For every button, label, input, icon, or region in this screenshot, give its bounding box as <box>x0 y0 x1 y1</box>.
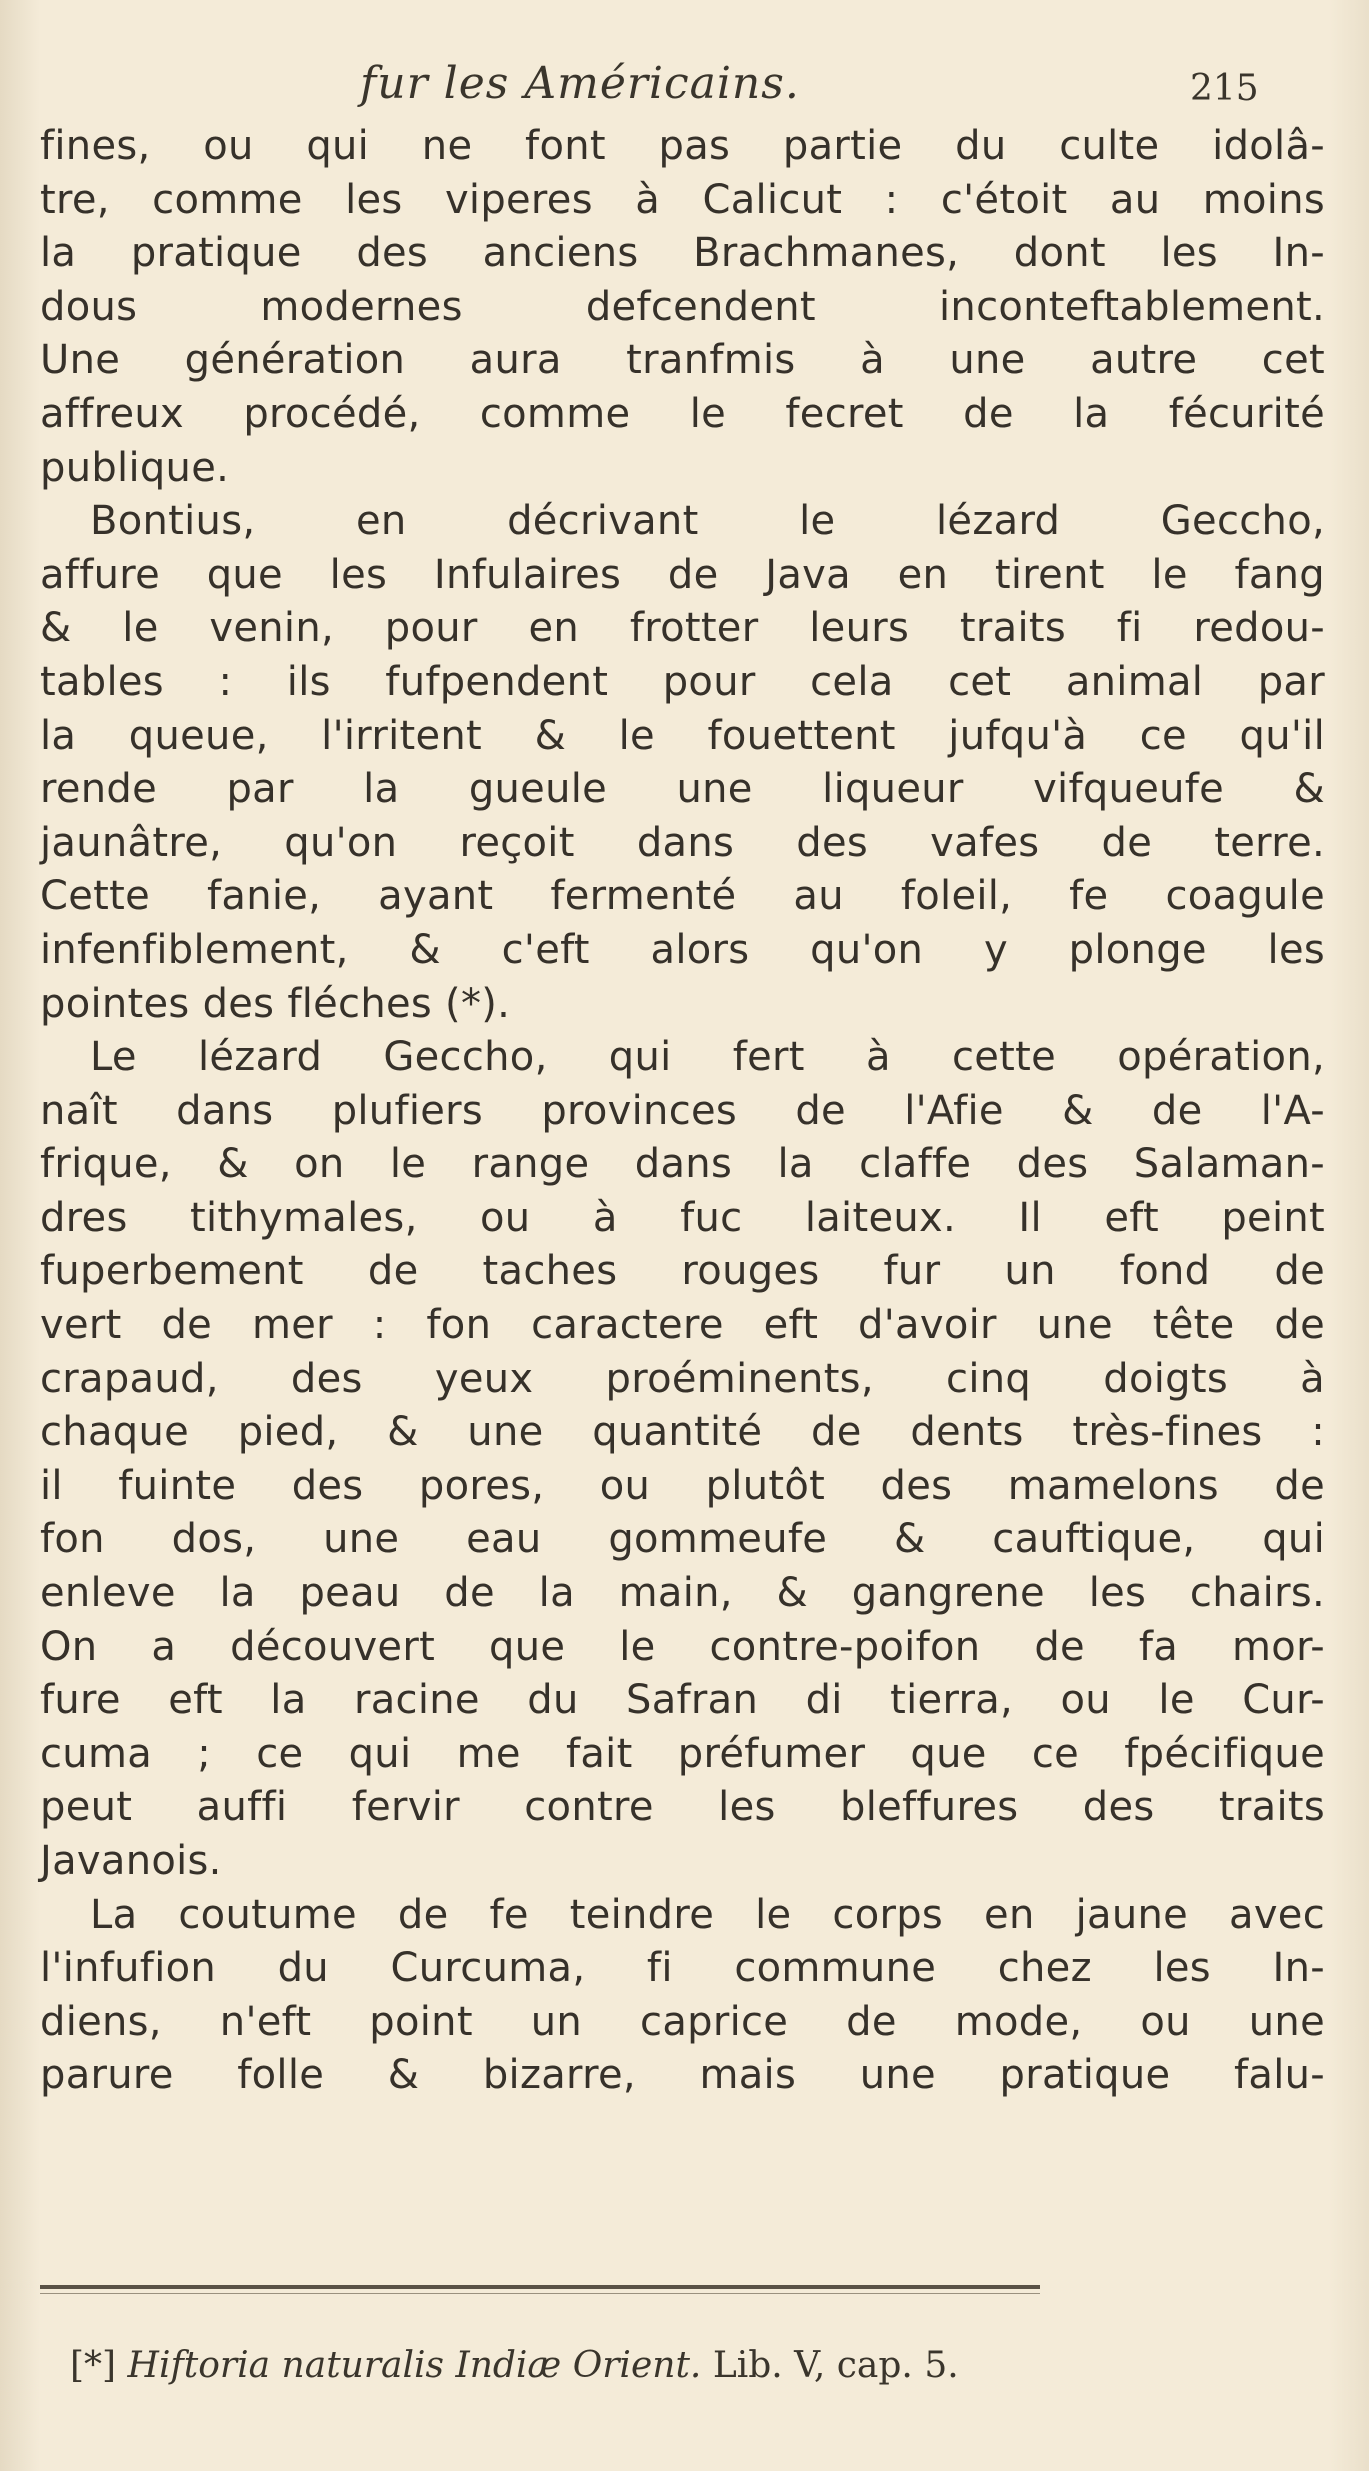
text-line: Une génération aura tranfmis à une autre cet <box>40 337 1325 384</box>
text-line: enleve la peau de la main, & gangrene les chairs. <box>40 1570 1325 1617</box>
text-line: crapaud, des yeux proéminents, cinq doigts à <box>40 1355 1325 1402</box>
text-line: Le lézard Geccho, qui fert à cette opération, <box>90 1034 1325 1081</box>
text-line: affure que les Infulaires de Java en tirent le fang <box>40 551 1325 598</box>
text-line: dres tithymales, ou à fuc laiteux. Il eft peint <box>40 1194 1325 1241</box>
text-line: dous modernes defcendent inconteftablement. <box>40 283 1325 330</box>
text-line: publique. <box>40 444 230 491</box>
text-line: il fuinte des pores, ou plutôt des mamelons de <box>40 1462 1325 1509</box>
text-line: Javanois. <box>40 1838 222 1884</box>
text-line: l'infufion du Curcuma, fi commune chez les In- <box>40 1945 1325 1992</box>
text-line: parure folle & bizarre, mais une pratique falu- <box>40 2052 1325 2099</box>
text-line: Cette fanie, ayant fermenté au foleil, fe coagule <box>40 873 1325 920</box>
text-line: naît dans plufiers provinces de l'Afie & de l'A- <box>40 1087 1325 1134</box>
footnote-rule <box>40 2285 1040 2289</box>
footnote-marker: [*] <box>70 2345 117 2386</box>
text-line: la queue, l'irritent & le fouettent jufqu'à ce qu'il <box>40 712 1325 759</box>
text-line: On a découvert que le contre-poifon de fa mor- <box>40 1623 1325 1670</box>
text-line: fon dos, une eau gommeufe & cauftique, qui <box>40 1516 1325 1563</box>
footnote-rule-thin <box>40 2293 1040 2294</box>
text-line: affreux procédé, comme le fecret de la fécurité <box>40 390 1325 437</box>
text-line: frique, & on le range dans la claffe des Salaman- <box>40 1141 1325 1188</box>
text-line: diens, n'eft point un caprice de mode, ou une <box>40 1998 1325 2045</box>
page-header <box>0 48 1369 128</box>
text-line: tre, comme les viperes à Calicut : c'étoit au moins <box>40 176 1325 223</box>
footnote-source: Hiftoria naturalis Indiæ Orient. <box>127 2345 702 2386</box>
text-line: la pratique des anciens Brachmanes, dont les In- <box>40 230 1325 277</box>
text-line: chaque pied, & une quantité de dents très-fines : <box>40 1409 1325 1456</box>
text-line: & le venin, pour en frotter leurs traits fi redou- <box>40 605 1325 652</box>
body-text <box>40 120 1325 2103</box>
footnote <box>70 2345 959 2386</box>
page-number: 215 <box>1190 68 1259 109</box>
text-line: peut auffi fervir contre les bleffures des traits <box>40 1784 1325 1831</box>
text-line: rende par la gueule une liqueur vifqueufe & <box>40 766 1325 813</box>
text-line: La coutume de fe teindre le corps en jaune avec <box>90 1891 1325 1938</box>
text-line: infenfiblement, & c'eft alors qu'on y plonge les <box>40 926 1325 973</box>
text-line: tables : ils fufpendent pour cela cet animal par <box>40 658 1325 705</box>
text-line: Bontius, en décrivant le lézard Geccho, <box>90 498 1325 545</box>
text-line: vert de mer : fon caractere eft d'avoir une tête de <box>40 1302 1325 1349</box>
text-line: pointes des fléches (*). <box>40 980 511 1027</box>
text-line: fuperbement de taches rouges fur un fond de <box>40 1248 1325 1295</box>
running-title: fur les Américains. <box>360 58 800 109</box>
text-line: jaunâtre, qu'on reçoit dans des vafes de terre. <box>40 819 1325 866</box>
text-line: cuma ; ce qui me fait préfumer que ce fpécifique <box>40 1730 1325 1777</box>
text-line: fure eft la racine du Safran di tierra, ou le Cur- <box>40 1677 1325 1724</box>
text-line: fines, ou qui ne font pas partie du culte idolâ- <box>40 123 1325 169</box>
footnote-reference: Lib. V, cap. 5. <box>712 2345 959 2386</box>
